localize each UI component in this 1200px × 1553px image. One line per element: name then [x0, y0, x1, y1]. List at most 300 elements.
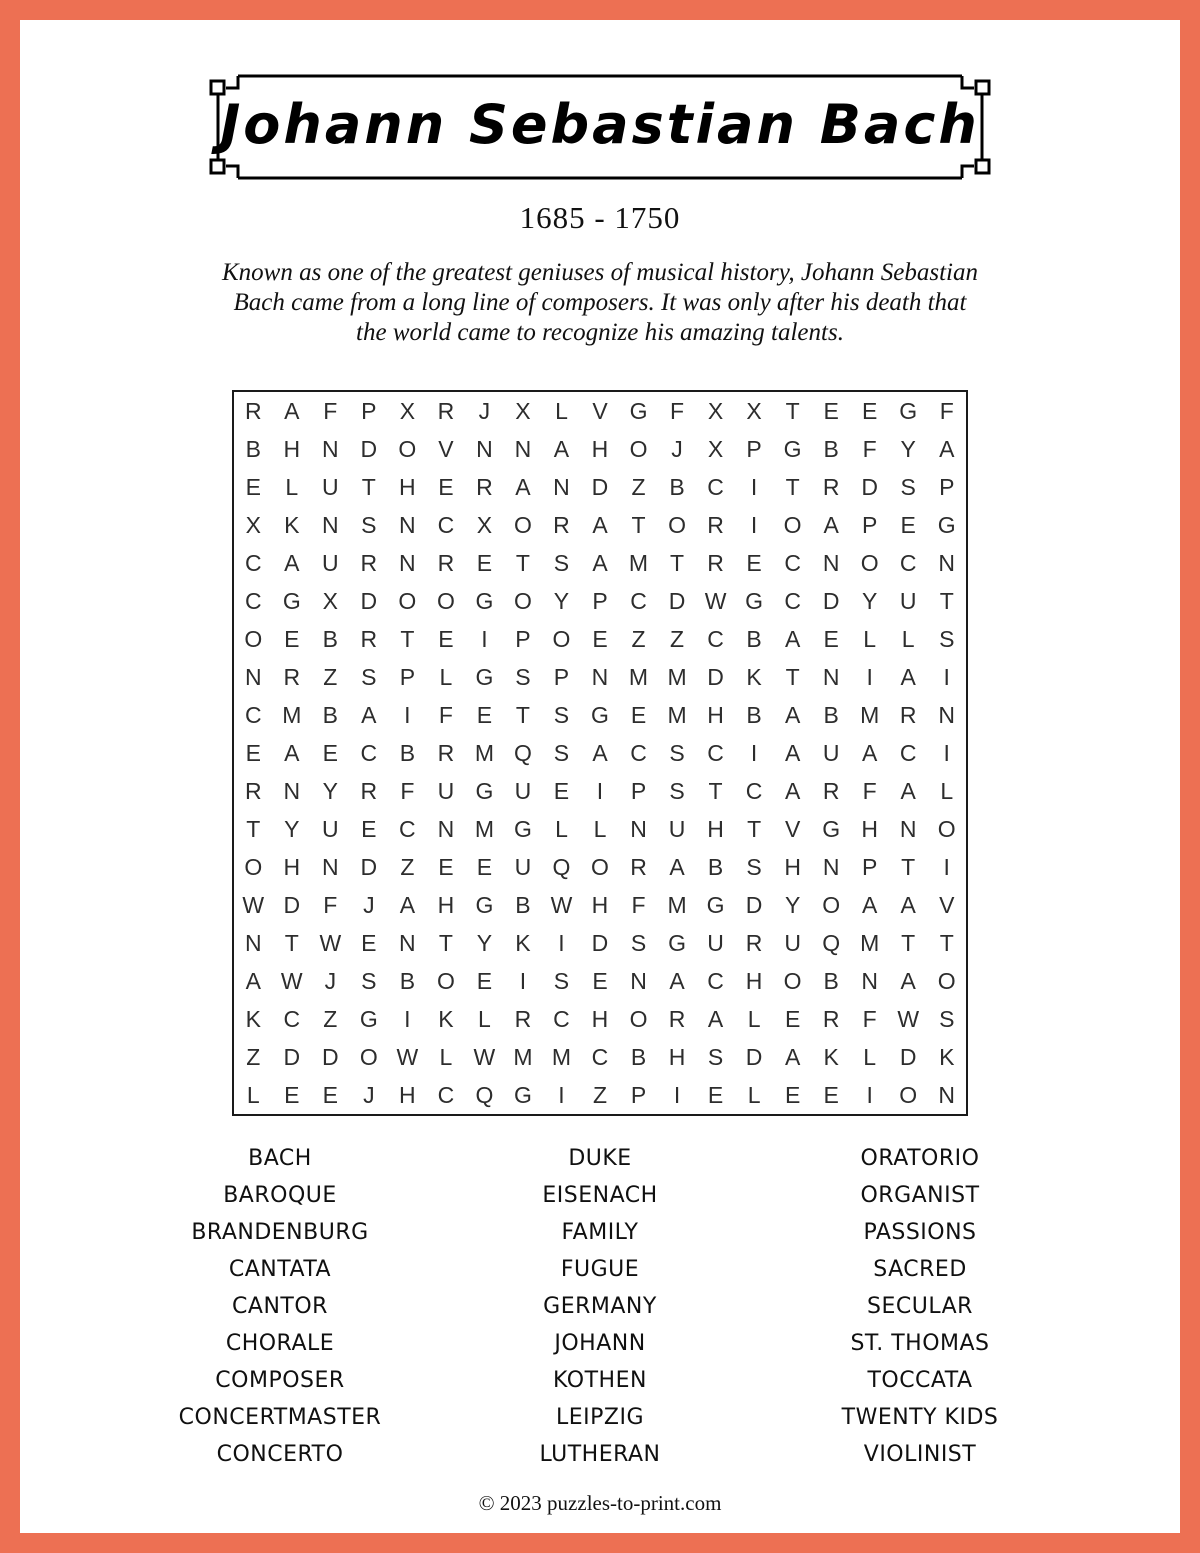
- intro-line: Bach came from a long line of composers. It was only after his death that: [233, 289, 967, 316]
- grid-letter-cell: U: [514, 777, 532, 804]
- grid-letter-cell: Y: [784, 891, 801, 918]
- grid-letter-cell: R: [244, 777, 262, 804]
- title-plaque: [184, 70, 1016, 184]
- grid-letter-cell: X: [322, 587, 338, 614]
- word-list-item: LEIPZIG: [555, 1405, 645, 1430]
- grid-letter-cell: D: [591, 929, 609, 956]
- word-list-item: DUKE: [568, 1146, 632, 1171]
- grid-letter-cell: G: [706, 891, 725, 918]
- grid-letter-cell: G: [513, 1081, 532, 1108]
- grid-letter-cell: R: [745, 929, 763, 956]
- grid-letter-cell: A: [784, 777, 801, 804]
- grid-letter-cell: Y: [862, 587, 878, 614]
- grid-letter-cell: R: [707, 511, 724, 538]
- grid-letter-cell: I: [866, 663, 873, 690]
- grid-letter-cell: N: [399, 511, 416, 538]
- grid-letter-cell: R: [476, 473, 493, 500]
- grid-letter-cell: H: [861, 815, 878, 842]
- grid-letter-cell: G: [475, 777, 494, 804]
- grid-letter-cell: U: [822, 739, 840, 766]
- word-list-item: BAROQUE: [223, 1183, 337, 1208]
- grid-letter-cell: D: [360, 853, 378, 880]
- grid-letter-cell: A: [284, 549, 300, 576]
- grid-letter-cell: N: [861, 967, 878, 994]
- grid-letter-cell: U: [322, 815, 339, 842]
- grid-letter-cell: O: [398, 435, 417, 462]
- grid-letter-cell: Q: [552, 853, 571, 880]
- grid-letter-cell: K: [245, 1005, 261, 1032]
- word-list-item: VIOLINIST: [863, 1442, 977, 1467]
- grid-letter-cell: T: [939, 929, 954, 956]
- word-list-item: CHORALE: [225, 1331, 335, 1356]
- grid-letter-cell: Y: [284, 815, 300, 842]
- grid-letter-cell: D: [745, 891, 763, 918]
- word-list-item: KOTHEN: [553, 1368, 647, 1393]
- grid-letter-cell: I: [866, 1081, 873, 1108]
- grid-letter-cell: H: [707, 815, 724, 842]
- grid-letter-cell: S: [361, 967, 377, 994]
- grid-letter-cell: N: [822, 853, 840, 880]
- grid-letter-cell: D: [591, 473, 609, 500]
- grid-letter-cell: A: [900, 891, 916, 918]
- grid-letter-cell: Z: [323, 1005, 338, 1032]
- grid-letter-cell: C: [244, 549, 262, 576]
- grid-letter-cell: B: [399, 967, 416, 994]
- grid-letter-cell: M: [628, 549, 649, 576]
- grid-letter-cell: D: [861, 473, 878, 500]
- grid-letter-cell: R: [899, 701, 917, 728]
- grid-letter-cell: F: [939, 397, 954, 424]
- grid-letter-cell: B: [707, 853, 724, 880]
- intro-line: Known as one of the greatest geniuses of musical history, Johann Sebastian: [222, 259, 978, 286]
- grid-letter-cell: N: [938, 549, 956, 576]
- grid-letter-cell: R: [668, 1005, 686, 1032]
- grid-letter-cell: G: [475, 891, 494, 918]
- grid-letter-cell: O: [436, 967, 455, 994]
- grid-letter-cell: L: [863, 1043, 877, 1070]
- grid-letter-cell: O: [629, 435, 648, 462]
- grid-letter-cell: I: [404, 701, 411, 728]
- grid-letter-cell: I: [596, 777, 604, 804]
- grid-letter-cell: G: [668, 929, 686, 956]
- grid-letter-cell: U: [784, 929, 801, 956]
- grid-letter-cell: U: [668, 815, 686, 842]
- grid-letter-cell: F: [862, 1005, 877, 1032]
- grid-letter-cell: N: [437, 815, 455, 842]
- grid-letter-cell: S: [707, 1043, 724, 1070]
- grid-letter-cell: H: [437, 891, 455, 918]
- grid-letter-cell: Y: [476, 929, 493, 956]
- grid-letter-cell: V: [939, 891, 955, 918]
- grid-letter-cell: T: [400, 625, 415, 652]
- word-list-item: JOHANN: [554, 1331, 646, 1356]
- grid-letter-cell: L: [478, 1005, 491, 1032]
- grid-letter-cell: E: [476, 967, 493, 994]
- grid-letter-cell: A: [361, 701, 377, 728]
- grid-letter-cell: F: [631, 891, 646, 918]
- grid-letter-cell: E: [476, 549, 493, 576]
- grid-letter-cell: O: [244, 625, 263, 652]
- grid-letter-cell: L: [439, 1043, 453, 1070]
- grid-letter-cell: D: [322, 1043, 339, 1070]
- grid-letter-cell: C: [707, 967, 724, 994]
- grid-letter-cell: C: [360, 739, 378, 766]
- grid-letter-cell: R: [360, 549, 378, 576]
- grid-letter-cell: I: [404, 1005, 411, 1032]
- grid-letter-cell: G: [282, 587, 301, 614]
- grid-letter-cell: L: [246, 1081, 260, 1108]
- grid-letter-cell: C: [899, 549, 917, 576]
- grid-letter-cell: R: [822, 777, 840, 804]
- grid-letter-cell: R: [822, 1005, 840, 1032]
- grid-letter-cell: Z: [400, 853, 415, 880]
- grid-letter-cell: S: [361, 663, 377, 690]
- grid-letter-cell: F: [438, 701, 453, 728]
- grid-letter-cell: X: [746, 397, 762, 424]
- grid-letter-cell: S: [669, 739, 685, 766]
- word-list-item: ORATORIO: [860, 1146, 980, 1171]
- grid-letter-cell: W: [396, 1043, 419, 1070]
- grid-letter-cell: A: [245, 967, 261, 994]
- grid-letter-cell: L: [593, 815, 607, 842]
- grid-letter-cell: H: [399, 473, 416, 500]
- grid-letter-cell: M: [474, 739, 494, 766]
- grid-letter-cell: N: [822, 663, 840, 690]
- grid-letter-cell: E: [823, 397, 839, 424]
- grid-letter-cell: A: [399, 891, 416, 918]
- grid-letter-cell: E: [592, 967, 608, 994]
- grid-letter-cell: D: [668, 587, 686, 614]
- grid-letter-cell: A: [900, 777, 916, 804]
- grid-letter-cell: S: [553, 739, 570, 766]
- word-list-item: LUTHERAN: [539, 1442, 661, 1467]
- grid-letter-cell: D: [822, 587, 840, 614]
- grid-letter-cell: C: [707, 473, 724, 500]
- page-title: Johann Sebastian Bach: [220, 92, 980, 156]
- grid-letter-cell: R: [707, 549, 724, 576]
- grid-letter-cell: I: [558, 929, 565, 956]
- word-list-item: TWENTY KIDS: [841, 1405, 999, 1430]
- grid-letter-cell: O: [783, 967, 802, 994]
- grid-letter-cell: B: [515, 891, 531, 918]
- grid-letter-cell: E: [630, 701, 647, 728]
- grid-letter-cell: A: [784, 701, 801, 728]
- grid-letter-cell: E: [784, 1081, 801, 1108]
- grid-letter-cell: A: [900, 663, 916, 690]
- grid-letter-cell: D: [360, 587, 378, 614]
- word-list: [120, 1140, 1080, 1473]
- grid-letter-cell: A: [592, 511, 608, 538]
- grid-letter-cell: J: [478, 397, 491, 424]
- grid-letter-cell: F: [400, 777, 415, 804]
- grid-letter-cell: I: [481, 625, 488, 652]
- grid-letter-cell: O: [513, 587, 532, 614]
- grid-letter-cell: I: [943, 853, 950, 880]
- grid-letter-cell: R: [244, 397, 262, 424]
- grid-letter-cell: N: [399, 549, 416, 576]
- grid-letter-cell: A: [669, 967, 685, 994]
- grid-letter-cell: L: [747, 1005, 761, 1032]
- grid-letter-cell: N: [399, 929, 416, 956]
- word-column: [760, 1140, 1080, 1473]
- grid-letter-cell: Z: [631, 625, 646, 652]
- grid-letter-cell: W: [473, 1043, 496, 1070]
- word-list-item: CANTOR: [232, 1294, 328, 1319]
- grid-letter-cell: H: [283, 435, 301, 462]
- grid-letter-cell: M: [860, 929, 880, 956]
- grid-letter-cell: N: [476, 435, 493, 462]
- grid-letter-cell: E: [322, 1081, 338, 1108]
- grid-letter-cell: M: [667, 663, 687, 690]
- grid-letter-cell: O: [398, 587, 417, 614]
- life-dates: 1685 - 1750: [519, 200, 681, 235]
- word-list-item: ST. THOMAS: [850, 1331, 990, 1356]
- grid-letter-cell: M: [474, 815, 494, 842]
- grid-letter-cell: Z: [670, 625, 685, 652]
- grid-letter-cell: Z: [592, 1081, 608, 1108]
- grid-letter-cell: D: [283, 891, 301, 918]
- grid-letter-cell: K: [515, 929, 531, 956]
- grid-letter-cell: R: [283, 663, 301, 690]
- grid-letter-cell: D: [899, 1043, 917, 1070]
- grid-letter-cell: W: [280, 967, 303, 994]
- grid-letter-cell: S: [553, 549, 570, 576]
- word-list-item: ORGANIST: [860, 1183, 980, 1208]
- word-list-item: SACRED: [873, 1257, 967, 1282]
- grid-letter-cell: E: [361, 929, 377, 956]
- grid-letter-cell: G: [745, 587, 764, 614]
- grid-letter-cell: O: [513, 511, 532, 538]
- grid-letter-cell: E: [784, 1005, 801, 1032]
- grid-letter-cell: S: [361, 511, 377, 538]
- grid-letter-cell: E: [438, 853, 454, 880]
- grid-letter-cell: P: [862, 511, 878, 538]
- word-list-item: BACH: [248, 1146, 312, 1171]
- grid-letter-cell: C: [553, 1005, 570, 1032]
- grid-letter-cell: P: [862, 853, 878, 880]
- grid-letter-cell: E: [553, 777, 570, 804]
- grid-letter-cell: A: [862, 891, 878, 918]
- grid-letter-cell: V: [592, 397, 608, 424]
- grid-letter-cell: T: [246, 815, 261, 842]
- grid-letter-cell: K: [438, 1005, 454, 1032]
- grid-letter-cell: C: [899, 739, 917, 766]
- grid-letter-cell: H: [784, 853, 801, 880]
- grid-letter-cell: F: [862, 777, 877, 804]
- grid-letter-cell: Z: [323, 663, 338, 690]
- grid-letter-cell: E: [284, 1081, 300, 1108]
- grid-letter-cell: M: [860, 701, 880, 728]
- grid-letter-cell: B: [823, 967, 839, 994]
- grid-letter-cell: G: [937, 511, 956, 538]
- grid-letter-cell: S: [939, 1005, 955, 1032]
- grid-letter-cell: A: [784, 739, 801, 766]
- grid-letter-cell: V: [438, 435, 454, 462]
- grid-letter-cell: G: [475, 663, 494, 690]
- grid-letter-cell: C: [591, 1043, 609, 1070]
- grid-letter-cell: P: [515, 625, 531, 652]
- grid-letter-cell: B: [746, 701, 762, 728]
- grid-letter-cell: I: [943, 663, 950, 690]
- grid-letter-cell: C: [437, 511, 455, 538]
- grid-letter-cell: E: [322, 739, 338, 766]
- grid-letter-cell: G: [475, 587, 494, 614]
- grid-letter-cell: E: [476, 701, 493, 728]
- grid-letter-cell: B: [322, 625, 338, 652]
- grid-letter-cell: P: [630, 1081, 647, 1108]
- word-list-item: EISENACH: [542, 1183, 658, 1208]
- grid-letter-cell: Y: [900, 435, 916, 462]
- grid-letter-cell: N: [322, 511, 339, 538]
- grid-letter-cell: E: [245, 473, 261, 500]
- grid-letter-cell: L: [901, 625, 915, 652]
- grid-letter-cell: C: [437, 1081, 455, 1108]
- grid-letter-cell: K: [746, 663, 762, 690]
- grid-letter-cell: S: [553, 967, 570, 994]
- grid-letter-cell: O: [668, 511, 686, 538]
- word-list-item: PASSIONS: [863, 1220, 977, 1245]
- grid-letter-cell: N: [591, 663, 609, 690]
- grid-letter-cell: B: [399, 739, 416, 766]
- grid-letter-cell: H: [283, 853, 301, 880]
- grid-letter-cell: L: [940, 777, 954, 804]
- grid-letter-cell: T: [901, 853, 916, 880]
- grid-letter-cell: A: [284, 739, 300, 766]
- grid-letter-cell: Q: [475, 1081, 494, 1108]
- grid-letter-cell: X: [707, 435, 724, 462]
- grid-letter-cell: H: [668, 1043, 686, 1070]
- grid-letter-cell: U: [707, 929, 724, 956]
- grid-letter-cell: R: [437, 397, 455, 424]
- grid-letter-cell: D: [360, 435, 378, 462]
- word-list-item: GERMANY: [543, 1294, 657, 1319]
- word-list-item: FUGUE: [560, 1257, 640, 1282]
- grid-letter-cell: A: [592, 739, 608, 766]
- word-list-item: SECULAR: [867, 1294, 973, 1319]
- word-list-item: TOCCATA: [867, 1368, 973, 1393]
- grid-letter-cell: T: [747, 815, 762, 842]
- grid-letter-cell: W: [242, 891, 265, 918]
- grid-letter-cell: C: [745, 777, 763, 804]
- grid-letter-cell: O: [591, 853, 609, 880]
- grid-letter-cell: M: [628, 663, 649, 690]
- grid-letter-cell: U: [899, 587, 917, 614]
- grid-letter-cell: C: [784, 549, 801, 576]
- grid-letter-cell: R: [630, 853, 647, 880]
- grid-letter-cell: O: [937, 967, 956, 994]
- grid-letter-cell: T: [708, 777, 723, 804]
- grid-letter-cell: S: [746, 853, 762, 880]
- grid-letter-cell: G: [899, 397, 918, 424]
- grid-letter-cell: H: [399, 1081, 416, 1108]
- grid-letter-cell: G: [629, 397, 648, 424]
- grid-letter-cell: I: [750, 473, 758, 500]
- grid-letter-cell: R: [360, 777, 378, 804]
- grid-letter-cell: O: [899, 1081, 918, 1108]
- grid-letter-cell: C: [707, 625, 724, 652]
- grid-letter-cell: O: [937, 815, 956, 842]
- intro-line: the world came to recognize his amazing talents.: [356, 319, 844, 346]
- grid-letter-cell: C: [283, 1005, 301, 1032]
- grid-letter-cell: S: [553, 701, 570, 728]
- grid-letter-cell: L: [285, 473, 299, 500]
- grid-letter-cell: B: [746, 625, 762, 652]
- grid-letter-cell: A: [515, 473, 531, 500]
- grid-letter-cell: N: [322, 435, 339, 462]
- grid-letter-cell: M: [551, 1043, 572, 1070]
- grid-letter-cell: T: [438, 929, 453, 956]
- grid-letter-cell: B: [669, 473, 685, 500]
- grid-letter-cell: O: [860, 549, 879, 576]
- grid-letter-cell: E: [707, 1081, 724, 1108]
- grid-letter-cell: R: [822, 473, 840, 500]
- grid-letter-cell: O: [629, 1005, 648, 1032]
- grid-letter-cell: C: [399, 815, 416, 842]
- grid-letter-cell: Z: [631, 473, 646, 500]
- grid-letter-cell: U: [437, 777, 455, 804]
- grid-letter-cell: S: [669, 777, 685, 804]
- grid-letter-cell: T: [785, 397, 800, 424]
- grid-letter-cell: X: [245, 511, 261, 538]
- grid-letter-cell: A: [669, 853, 685, 880]
- grid-letter-cell: Y: [553, 587, 570, 614]
- grid-letter-cell: D: [745, 1043, 763, 1070]
- grid-letter-cell: E: [746, 549, 762, 576]
- grid-letter-cell: G: [822, 815, 841, 842]
- word-search-grid-box: [232, 390, 968, 1116]
- grid-letter-cell: U: [514, 853, 532, 880]
- grid-letter-cell: H: [707, 701, 724, 728]
- grid-letter-cell: E: [438, 473, 454, 500]
- grid-letter-cell: T: [785, 663, 800, 690]
- grid-letter-cell: F: [862, 435, 877, 462]
- grid-letter-cell: P: [746, 435, 762, 462]
- grid-letter-cell: R: [514, 1005, 532, 1032]
- grid-letter-cell: O: [359, 1043, 378, 1070]
- word-column: [440, 1140, 760, 1473]
- grid-letter-cell: A: [284, 397, 300, 424]
- grid-letter-cell: M: [667, 701, 687, 728]
- word-list-item: FAMILY: [561, 1220, 639, 1245]
- grid-letter-cell: K: [284, 511, 300, 538]
- grid-letter-cell: H: [591, 435, 609, 462]
- grid-letter-cell: X: [707, 397, 724, 424]
- grid-letter-cell: C: [707, 739, 724, 766]
- grid-letter-cell: A: [592, 549, 608, 576]
- grid-letter-cell: X: [476, 511, 493, 538]
- grid-letter-cell: M: [282, 701, 302, 728]
- word-list-item: CONCERTMASTER: [178, 1405, 382, 1430]
- grid-letter-cell: U: [322, 549, 339, 576]
- grid-letter-cell: C: [784, 587, 801, 614]
- grid-letter-cell: I: [673, 1081, 681, 1108]
- grid-letter-cell: S: [515, 663, 531, 690]
- grid-letter-cell: C: [244, 701, 262, 728]
- grid-letter-cell: K: [823, 1043, 839, 1070]
- grid-letter-cell: B: [630, 1043, 647, 1070]
- grid-letter-cell: A: [553, 435, 570, 462]
- grid-letter-cell: P: [399, 663, 416, 690]
- grid-letter-cell: N: [244, 663, 262, 690]
- grid-letter-cell: C: [244, 587, 262, 614]
- grid-letter-cell: J: [363, 891, 375, 918]
- grid-letter-cell: N: [630, 967, 647, 994]
- grid-letter-cell: H: [591, 1005, 609, 1032]
- grid-letter-cell: A: [862, 739, 878, 766]
- grid-letter-cell: Q: [513, 739, 532, 766]
- grid-letter-cell: L: [439, 663, 453, 690]
- grid-letter-cell: W: [897, 1005, 920, 1032]
